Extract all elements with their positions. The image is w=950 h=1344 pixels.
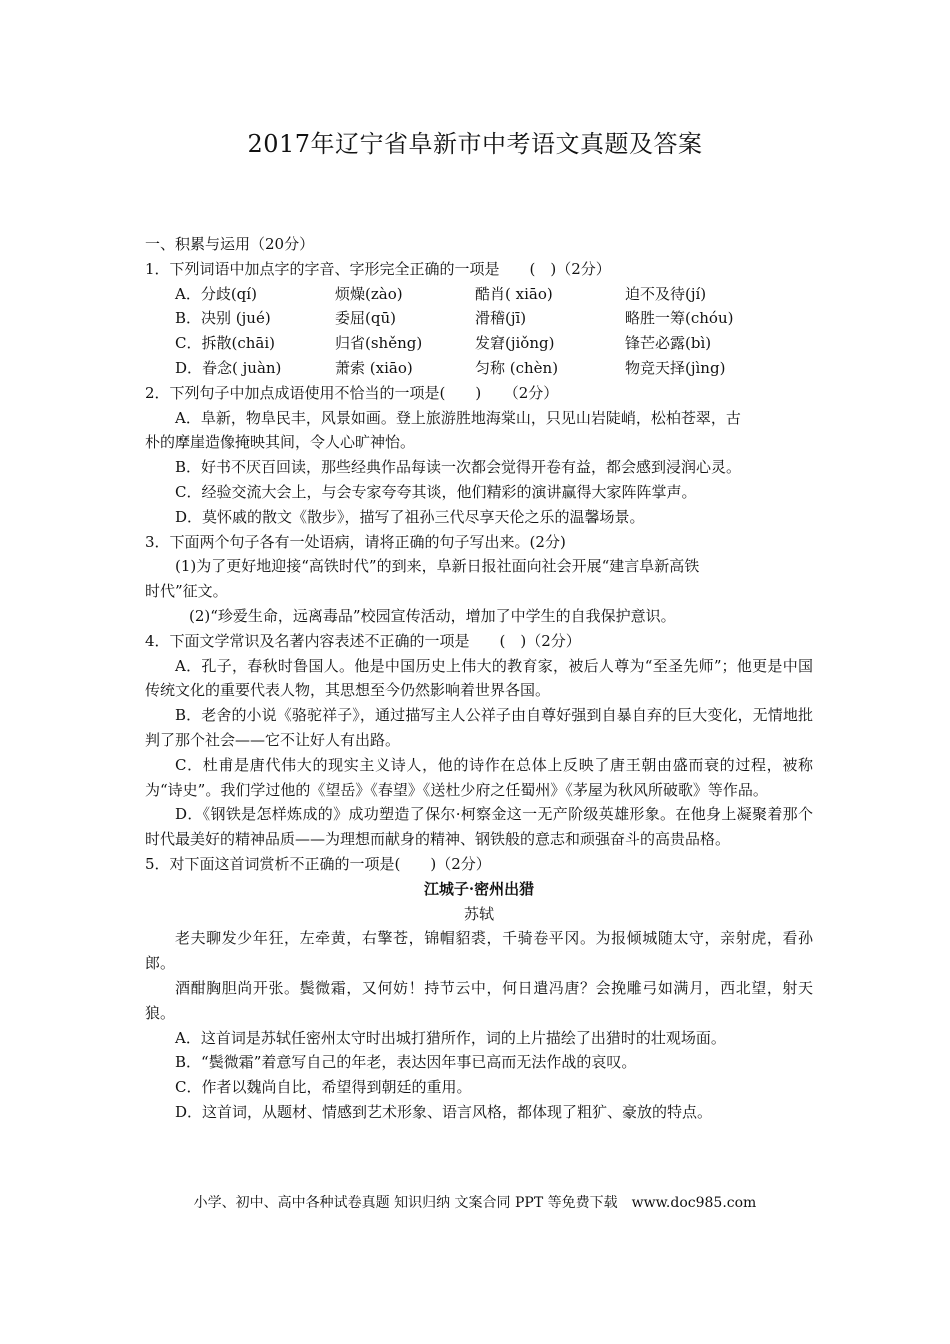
option-cell: B．决别 (jué): [175, 309, 271, 328]
poem-author: 苏轼: [463, 904, 494, 923]
option-cell: A．分歧(qí): [175, 284, 257, 303]
question-3-stem: 3．下面两个句子各有一处语病，请将正确的句子写出来。(2分): [145, 532, 566, 551]
question-4-option-d: D．《钢铁是怎样炼成的》成功塑造了保尔·柯察金这一无产阶级英雄形象。在他身上凝聚着那个时代最美好的精神品质——为理想而献身的精神、钢铁般的意志和顽强奋斗的高贵品格。: [145, 805, 813, 849]
exam-content: [145, 232, 813, 1125]
question-1-option-c: [145, 331, 813, 356]
option-cell: 归省(shěng): [335, 334, 423, 353]
option-cell: 委屈(qū): [335, 309, 396, 328]
question-3-sentence-2: (2)“珍爱生命，远离毒品”校园宣传活动，增加了中学生的自我保护意识。: [189, 606, 676, 625]
question-3-sentence-1-cont: 时代”征文。: [145, 582, 228, 601]
option-cell: 匀称 (chèn): [475, 358, 559, 377]
option-cell: 发窘(jiǒng): [475, 334, 555, 353]
section-heading: 一、积累与运用（20分）: [145, 235, 315, 253]
option-cell: 物竞天择(jìng): [625, 358, 726, 377]
question-2-option-b: B．好书不厌百回读，那些经典作品每读一次都会觉得开卷有益，都会感到浸润心灵。: [175, 458, 742, 477]
option-cell: 烦燥(zào): [335, 284, 403, 303]
question-3-sentence-1: (1)为了更好地迎接“高铁时代”的到来，阜新日报社面向社会开展“建言阜新高铁: [175, 557, 700, 576]
question-5-option-b: B．“鬓微霜”着意写自己的年老，表达因年事已高而无法作战的哀叹。: [175, 1053, 637, 1072]
question-2-option-d: D．莫怀戚的散文《散步》，描写了祖孙三代尽享天伦之乐的温馨场景。: [175, 507, 645, 526]
option-cell: 锋芒必露(bì): [625, 334, 712, 353]
question-2-stem: 2．下列句子中加点成语使用不恰当的一项是( ) （2分）: [145, 383, 559, 402]
question-4-option-b: B．老舍的小说《骆驼祥子》，通过描写主人公祥子由自尊好强到自暴自弃的巨大变化，无情地批判了那个社会——它不让好人有出路。: [145, 706, 813, 749]
option-cell: C．拆散(chāi): [175, 334, 275, 353]
question-1-stem: 1．下列词语中加点字的字音、字形完全正确的一项是 ( )（2分）: [145, 259, 611, 278]
option-cell: 酷肖( xiāo): [475, 284, 553, 303]
footer-note: 小学、初中、高中各种试卷真题 知识归纳 文案合同 PPT 等免费下载 www.doc985.com: [193, 1195, 757, 1211]
question-1-option-b: [145, 306, 813, 331]
question-4-stem: 4．下面文学常识及名著内容表述不正确的一项是 ( )（2分）: [145, 631, 581, 650]
option-cell: 略胜一筹(chóu): [625, 309, 734, 328]
option-cell: 迫不及待(jí): [625, 284, 707, 303]
question-2-option-a-cont: 朴的摩崖造像掩映其间，令人心旷神怡。: [145, 433, 416, 452]
option-cell: 萧索 (xiāo): [335, 358, 413, 377]
question-4-option-a: A．孔子，春秋时鲁国人。他是中国历史上伟大的教育家，被后人尊为“至圣先师”；他更是中国传统文化的重要代表人物，其思想至今仍然影响着世界各国。: [145, 656, 813, 700]
question-1-option-a: [145, 282, 813, 307]
question-5-option-d: D．这首词，从题材、情感到艺术形象、语言风格，都体现了粗犷、豪放的特点。: [175, 1102, 713, 1121]
question-2-option-a: A．阜新，物阜民丰，风景如画。登上旅游胜地海棠山，只见山岩陡峭，松柏苍翠，古: [175, 408, 741, 427]
question-4-option-c: C．杜甫是唐代伟大的现实主义诗人，他的诗作在总体上反映了唐王朝由盛而衰的过程，被称为“诗史”。我们学过他的《望岳》《春望》《送杜少府之任蜀州》《茅屋为秋风所破歌》等作品。: [145, 755, 813, 799]
question-5-option-a: A．这首词是苏轼任密州太守时出城打猎所作，词的上片描绘了出猎时的壮观场面。: [175, 1028, 726, 1047]
poem-stanza-2: 酒酣胸胆尚开张。鬓微霜，又何妨！持节云中，何日遣冯唐？会挽雕弓如满月，西北望，射天狼。: [145, 978, 813, 1022]
option-cell: 滑稽(jī): [475, 309, 527, 328]
question-5-option-c: C．作者以魏尚自比，希望得到朝廷的重用。: [175, 1078, 472, 1097]
question-1-option-d: [145, 356, 813, 381]
poem-title: 江城子·密州出猎: [423, 879, 535, 898]
page-title: 2017年辽宁省阜新市中考语文真题及答案: [247, 130, 703, 158]
question-2-option-c: C．经验交流大会上，与会专家夸夸其谈，他们精彩的演讲赢得大家阵阵掌声。: [175, 482, 697, 501]
poem-stanza-1: 老夫聊发少年狂，左牵黄，右擎苍，锦帽貂裘，千骑卷平冈。为报倾城随太守，亲射虎，看孙郎。: [145, 929, 813, 973]
question-5-stem: 5．对下面这首词赏析不正确的一项是( )（2分）: [145, 854, 491, 873]
option-cell: D．眷念( juàn): [175, 358, 282, 377]
